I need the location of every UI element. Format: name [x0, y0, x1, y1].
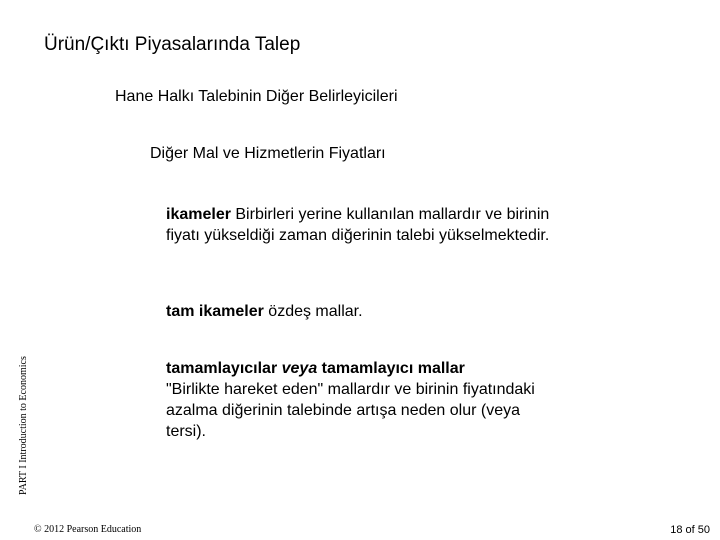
- slide-subtitle: Hane Halkı Talebinin Diğer Belirleyicileri: [115, 88, 398, 105]
- complements-term-a: tamamlayıcılar: [166, 360, 282, 377]
- page-counter: 18 of 50: [670, 524, 710, 536]
- complements-definition: "Birlikte hareket eden" mallardır ve birinin fiyatındaki azalma diğerinin talebinde artışa neden olur (veya tersi).: [166, 381, 535, 440]
- copyright-notice: © 2012 Pearson Education: [34, 524, 142, 535]
- substitutes-definition: Birbirleri yerine kullanılan mallardır ve birinin fiyatı yükseldiği zaman diğerinin talebi yükselmektedir.: [166, 206, 550, 244]
- perfect-substitutes-definition: özdeş mallar.: [263, 303, 363, 320]
- substitutes-term: ikameler: [166, 206, 231, 223]
- perfect-substitutes-term: tam ikameler: [166, 303, 264, 320]
- complements-term-b: tamamlayıcı mallar: [317, 360, 465, 377]
- complements-paragraph: [166, 358, 536, 442]
- slide-title: Ürün/Çıktı Piyasalarında Talep: [44, 34, 301, 55]
- part-label: PART I Introduction to Economics: [18, 356, 29, 495]
- substitutes-paragraph: [166, 204, 566, 246]
- perfect-substitutes-paragraph: [166, 301, 363, 322]
- section-heading: Diğer Mal ve Hizmetlerin Fiyatları: [150, 145, 386, 162]
- complements-conjunction: veya: [281, 360, 318, 377]
